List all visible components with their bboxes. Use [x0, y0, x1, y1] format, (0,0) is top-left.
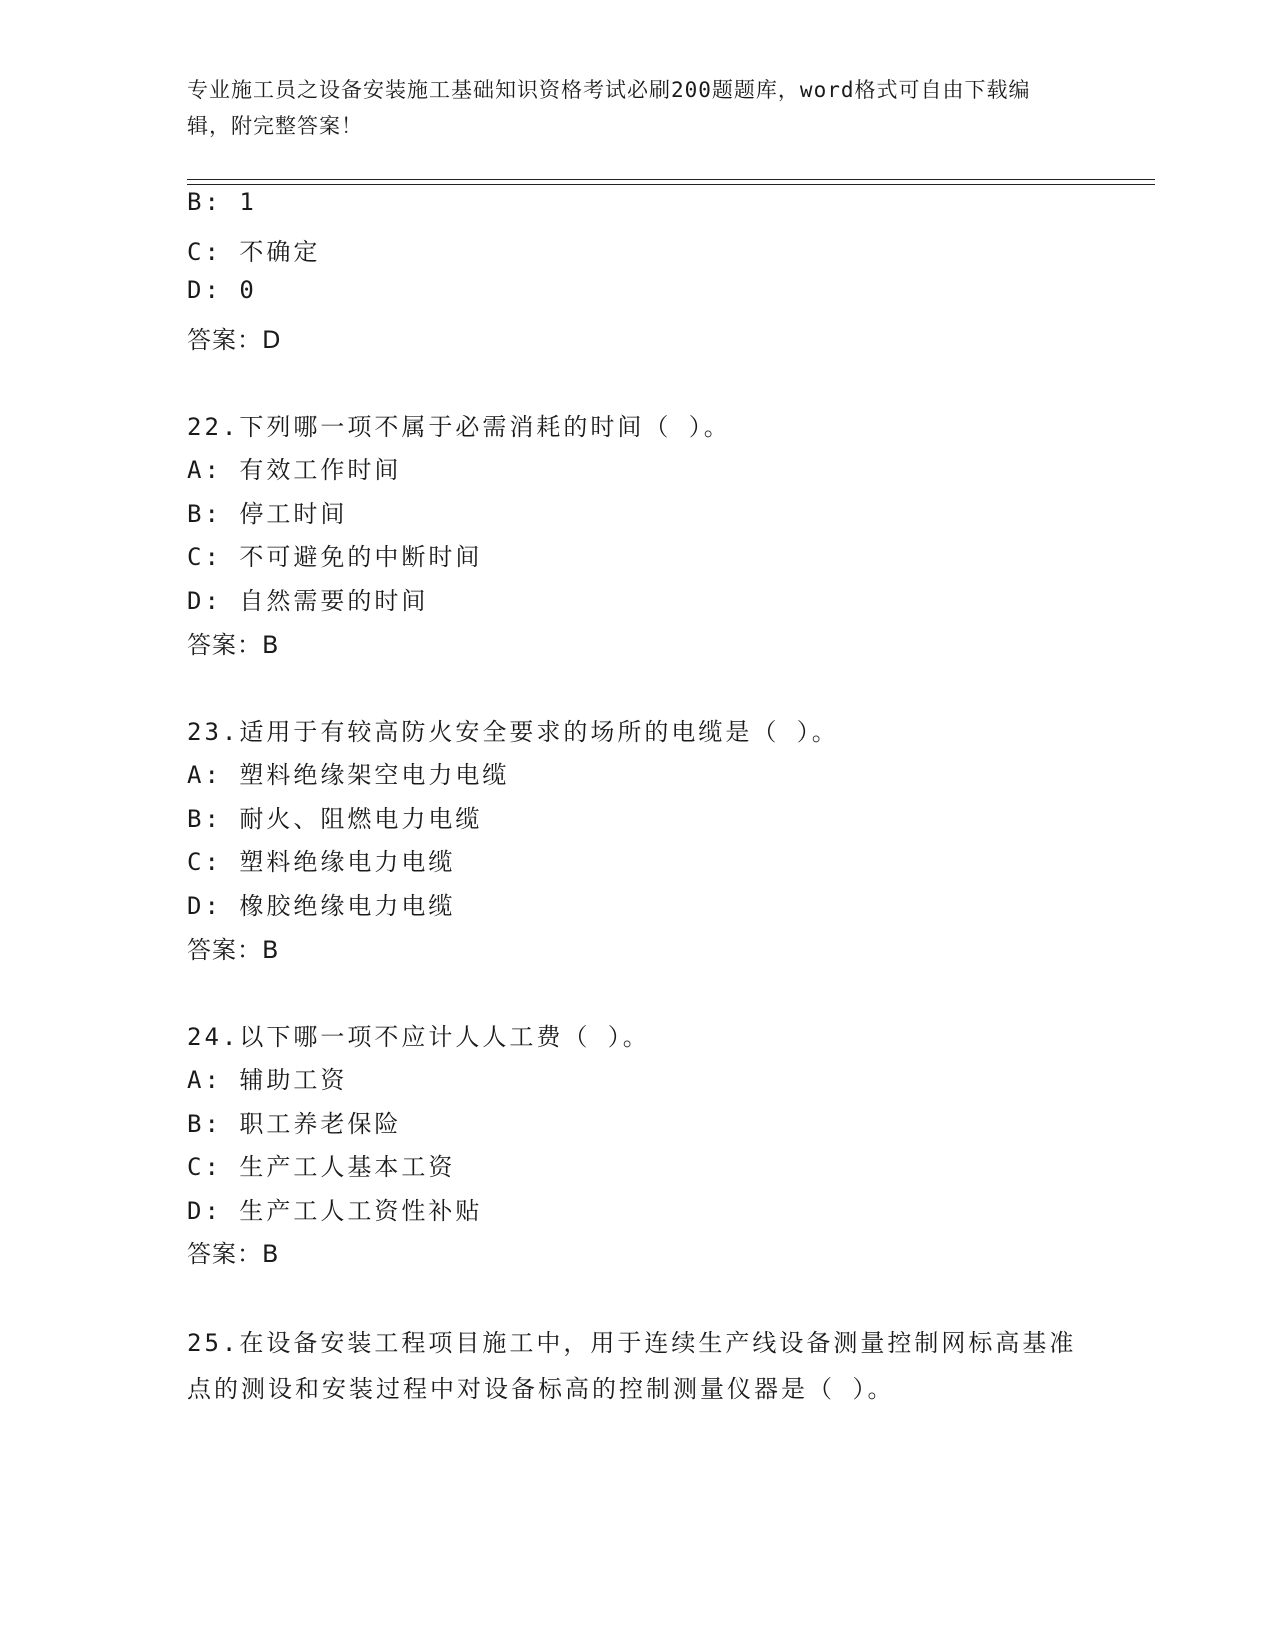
option-d: D: 自然需要的时间: [187, 587, 429, 615]
answer: 答案：B: [187, 1240, 280, 1268]
answer: 答案：D: [187, 326, 282, 354]
option-d: D: 生产工人工资性补贴: [187, 1197, 483, 1225]
option-d: D: 橡胶绝缘电力电缆: [187, 892, 456, 920]
question-text: 23.适用于有较高防火安全要求的场所的电缆是（ ）。: [187, 718, 839, 746]
option-b: B: 1: [187, 188, 257, 216]
document-header: [187, 72, 1067, 144]
option-c: C: 塑料绝缘电力电缆: [187, 848, 456, 876]
document-title: 专业施工员之设备安装施工基础知识资格考试必刷200题题库，word格式可自由下载编辑，附完整答案！: [187, 78, 1031, 138]
option-b: B: 职工养老保险: [187, 1110, 402, 1138]
header-divider-bottom: [187, 184, 1155, 185]
question-text: 24.以下哪一项不应计人人工费（ ）。: [187, 1023, 650, 1051]
option-a: A: 有效工作时间: [187, 456, 402, 484]
option-c: C: 不可避免的中断时间: [187, 543, 483, 571]
option-d: D: 0: [187, 276, 257, 304]
option-b: B: 停工时间: [187, 500, 348, 528]
answer: 答案：B: [187, 631, 280, 659]
option-a: A: 辅助工资: [187, 1066, 348, 1094]
header-divider-top: [187, 179, 1155, 180]
option-b: B: 耐火、阻燃电力电缆: [187, 805, 483, 833]
option-c: C: 不确定: [187, 238, 321, 266]
answer: 答案：B: [187, 936, 280, 964]
question-text: 22.下列哪一项不属于必需消耗的时间（ ）。: [187, 413, 731, 441]
option-c: C: 生产工人基本工资: [187, 1153, 456, 1181]
option-a: A: 塑料绝缘架空电力电缆: [187, 761, 510, 789]
question-text: 25.在设备安装工程项目施工中，用于连续生产线设备测量控制网标高基准点的测设和安装过程中对设备标高的控制测量仪器是（ ）。: [187, 1329, 1077, 1403]
